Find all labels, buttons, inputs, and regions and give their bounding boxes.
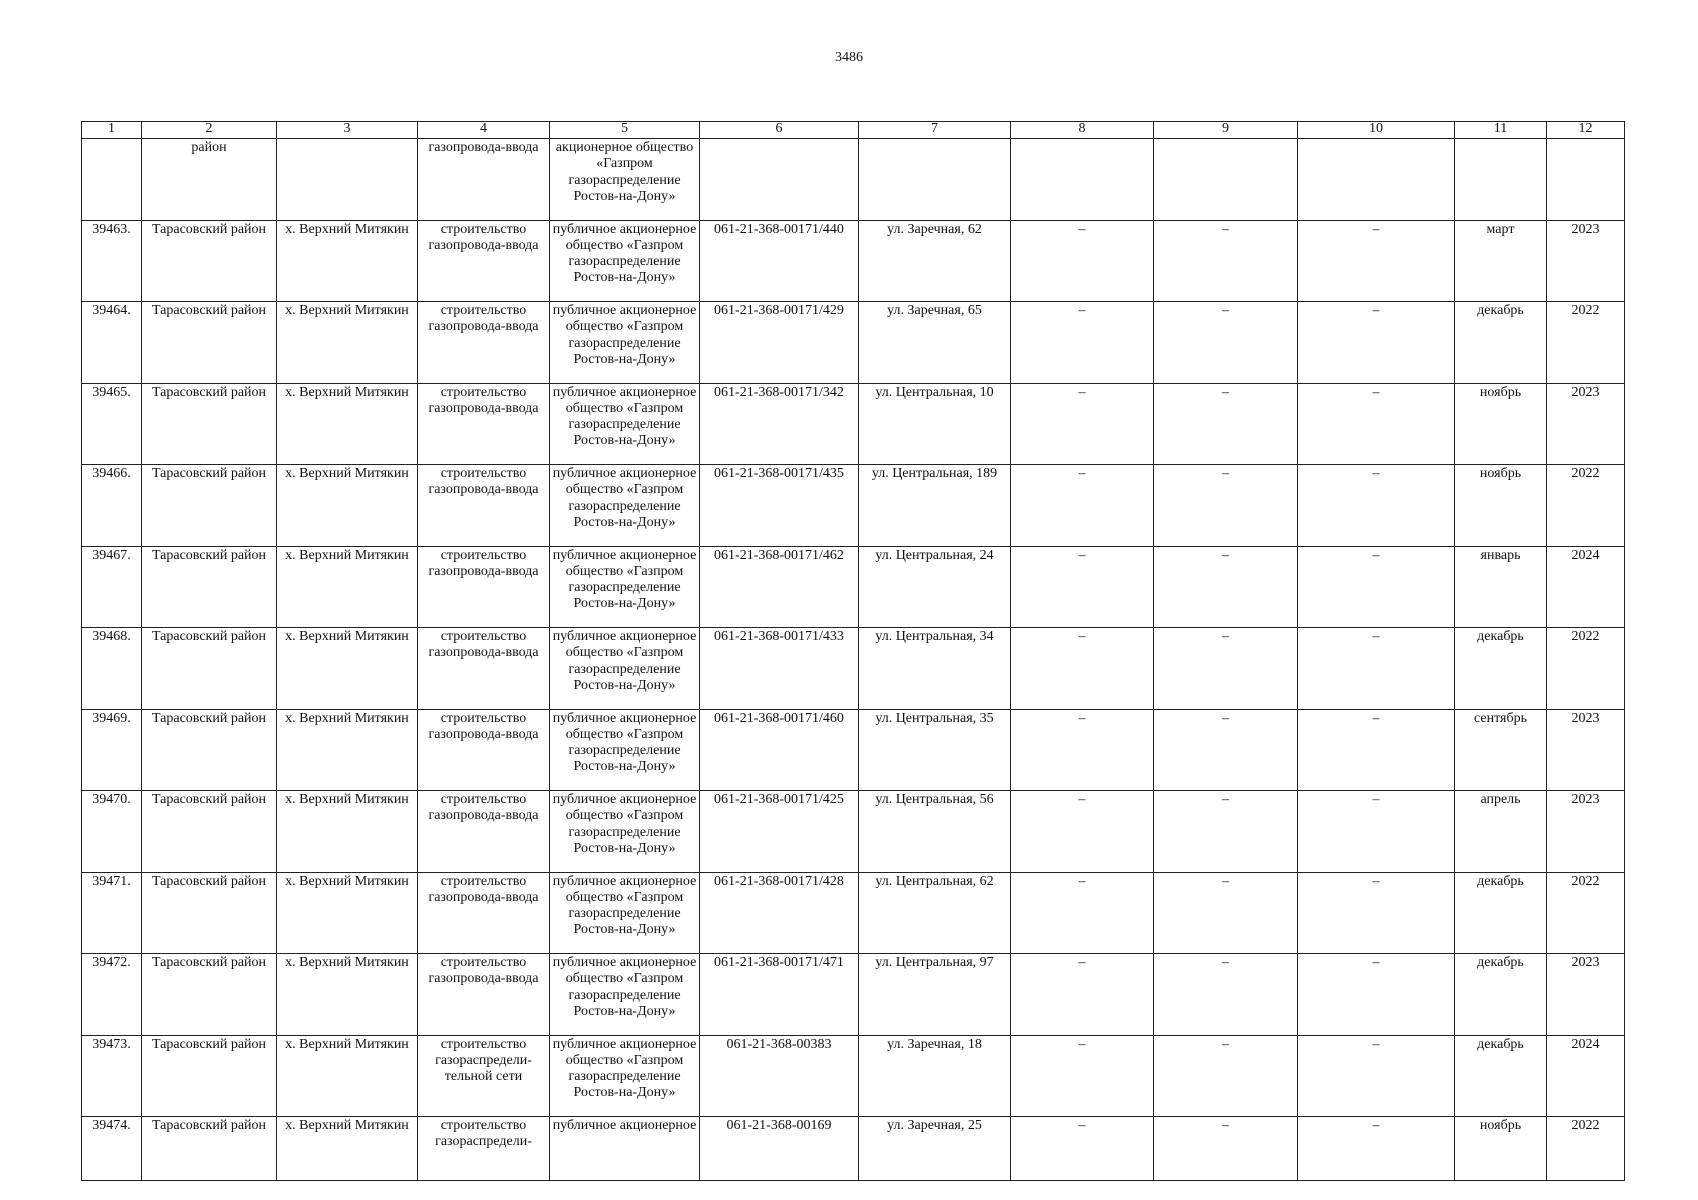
project-code-cell: 061-21-368-00383 xyxy=(700,1035,859,1117)
column-8-cell: – xyxy=(1011,954,1154,1036)
year-cell: 2022 xyxy=(1547,628,1625,710)
month-cell: ноябрь xyxy=(1455,1117,1547,1181)
row-number-cell: 39465. xyxy=(82,383,142,465)
row-number-cell: 39474. xyxy=(82,1117,142,1181)
column-10-cell: – xyxy=(1298,791,1455,873)
column-10-cell: – xyxy=(1298,709,1455,791)
column-8-cell: – xyxy=(1011,465,1154,547)
project-code-cell: 061-21-368-00171/433 xyxy=(700,628,859,710)
month-cell: ноябрь xyxy=(1455,465,1547,547)
column-10-cell: – xyxy=(1298,383,1455,465)
address-cell: ул. Центральная, 62 xyxy=(859,872,1011,954)
table-row xyxy=(82,139,1625,221)
organization-cell: публичное акционерное xyxy=(550,1117,700,1181)
row-number-cell: 39473. xyxy=(82,1035,142,1117)
column-8-cell: – xyxy=(1011,546,1154,628)
month-cell: апрель xyxy=(1455,791,1547,873)
table-row xyxy=(82,1117,1625,1181)
address-cell: ул. Центральная, 24 xyxy=(859,546,1011,628)
column-header: 4 xyxy=(418,122,550,139)
column-10-cell: – xyxy=(1298,220,1455,302)
settlement-cell: х. Верхний Митякин xyxy=(277,1035,418,1117)
table-row xyxy=(82,628,1625,710)
address-cell: ул. Центральная, 10 xyxy=(859,383,1011,465)
column-8-cell: – xyxy=(1011,628,1154,710)
column-9-cell: – xyxy=(1154,954,1298,1036)
district-cell: Тарасовский район xyxy=(142,1035,277,1117)
column-10-cell: – xyxy=(1298,872,1455,954)
page-number: 3486 xyxy=(835,50,863,65)
column-header: 5 xyxy=(550,122,700,139)
project-code-cell: 061-21-368-00171/440 xyxy=(700,220,859,302)
year-cell: 2023 xyxy=(1547,383,1625,465)
organization-cell: публичное акционерное общество «Газпром газораспределение Ростов-на-Дону» xyxy=(550,791,700,873)
column-header: 11 xyxy=(1455,122,1547,139)
column-header: 12 xyxy=(1547,122,1625,139)
column-header: 1 xyxy=(82,122,142,139)
table-row xyxy=(82,220,1625,302)
work-type-cell: строительство газопровода-ввода xyxy=(418,709,550,791)
district-cell: Тарасовский район xyxy=(142,954,277,1036)
column-9-cell: – xyxy=(1154,791,1298,873)
settlement-cell: х. Верхний Митякин xyxy=(277,709,418,791)
row-number-cell: 39469. xyxy=(82,709,142,791)
settlement-cell: х. Верхний Митякин xyxy=(277,954,418,1036)
row-number-cell: 39466. xyxy=(82,465,142,547)
work-type-cell: газопровода-ввода xyxy=(418,139,550,221)
column-8-cell: – xyxy=(1011,791,1154,873)
district-cell: Тарасовский район xyxy=(142,383,277,465)
organization-cell: публичное акционерное общество «Газпром газораспределение Ростов-на-Дону» xyxy=(550,628,700,710)
row-number-cell: 39472. xyxy=(82,954,142,1036)
project-code-cell: 061-21-368-00171/342 xyxy=(700,383,859,465)
district-cell: Тарасовский район xyxy=(142,465,277,547)
column-8-cell xyxy=(1011,139,1154,221)
work-type-cell: строительство газопровода-ввода xyxy=(418,791,550,873)
settlement-cell xyxy=(277,139,418,221)
district-cell: Тарасовский район xyxy=(142,872,277,954)
district-cell: Тарасовский район xyxy=(142,302,277,384)
month-cell: ноябрь xyxy=(1455,383,1547,465)
year-cell: 2023 xyxy=(1547,954,1625,1036)
work-type-cell: строительство газопровода-ввода xyxy=(418,302,550,384)
column-header: 7 xyxy=(859,122,1011,139)
column-9-cell: – xyxy=(1154,1117,1298,1181)
column-10-cell: – xyxy=(1298,302,1455,384)
work-type-cell: строительство газопровода-ввода xyxy=(418,546,550,628)
year-cell: 2022 xyxy=(1547,465,1625,547)
registry-table xyxy=(81,121,1625,1181)
column-10-cell xyxy=(1298,139,1455,221)
row-number-cell: 39470. xyxy=(82,791,142,873)
month-cell: март xyxy=(1455,220,1547,302)
work-type-cell: строительство газораспредели-тельной сети xyxy=(418,1035,550,1117)
column-8-cell: – xyxy=(1011,220,1154,302)
address-cell: ул. Центральная, 35 xyxy=(859,709,1011,791)
table-row xyxy=(82,791,1625,873)
organization-cell: акционерное общество «Газпром газораспределение Ростов-на-Дону» xyxy=(550,139,700,221)
project-code-cell: 061-21-368-00171/435 xyxy=(700,465,859,547)
row-number-cell: 39464. xyxy=(82,302,142,384)
column-9-cell: – xyxy=(1154,220,1298,302)
table-row xyxy=(82,709,1625,791)
address-cell: ул. Центральная, 97 xyxy=(859,954,1011,1036)
column-header: 8 xyxy=(1011,122,1154,139)
month-cell: декабрь xyxy=(1455,628,1547,710)
district-cell: Тарасовский район xyxy=(142,709,277,791)
column-8-cell: – xyxy=(1011,302,1154,384)
column-10-cell: – xyxy=(1298,628,1455,710)
column-10-cell: – xyxy=(1298,546,1455,628)
year-cell: 2023 xyxy=(1547,791,1625,873)
organization-cell: публичное акционерное общество «Газпром газораспределение Ростов-на-Дону» xyxy=(550,709,700,791)
project-code-cell: 061-21-368-00171/429 xyxy=(700,302,859,384)
district-cell: район xyxy=(142,139,277,221)
row-number-cell xyxy=(82,139,142,221)
year-cell xyxy=(1547,139,1625,221)
month-cell: декабрь xyxy=(1455,1035,1547,1117)
address-cell: ул. Центральная, 56 xyxy=(859,791,1011,873)
table-row xyxy=(82,383,1625,465)
organization-cell: публичное акционерное общество «Газпром газораспределение Ростов-на-Дону» xyxy=(550,1035,700,1117)
work-type-cell: строительство газопровода-ввода xyxy=(418,954,550,1036)
district-cell: Тарасовский район xyxy=(142,546,277,628)
column-10-cell: – xyxy=(1298,465,1455,547)
column-8-cell: – xyxy=(1011,1117,1154,1181)
year-cell: 2022 xyxy=(1547,302,1625,384)
work-type-cell: строительство газопровода-ввода xyxy=(418,465,550,547)
column-9-cell: – xyxy=(1154,383,1298,465)
address-cell: ул. Заречная, 18 xyxy=(859,1035,1011,1117)
address-cell: ул. Центральная, 34 xyxy=(859,628,1011,710)
organization-cell: публичное акционерное общество «Газпром газораспределение Ростов-на-Дону» xyxy=(550,465,700,547)
column-9-cell: – xyxy=(1154,465,1298,547)
project-code-cell xyxy=(700,139,859,221)
column-9-cell: – xyxy=(1154,628,1298,710)
settlement-cell: х. Верхний Митякин xyxy=(277,872,418,954)
project-code-cell: 061-21-368-00171/460 xyxy=(700,709,859,791)
column-number-header xyxy=(82,122,1625,139)
month-cell: декабрь xyxy=(1455,954,1547,1036)
settlement-cell: х. Верхний Митякин xyxy=(277,465,418,547)
settlement-cell: х. Верхний Митякин xyxy=(277,383,418,465)
row-number-cell: 39463. xyxy=(82,220,142,302)
month-cell: декабрь xyxy=(1455,872,1547,954)
organization-cell: публичное акционерное общество «Газпром газораспределение Ростов-на-Дону» xyxy=(550,383,700,465)
column-9-cell: – xyxy=(1154,546,1298,628)
work-type-cell: строительство газопровода-ввода xyxy=(418,628,550,710)
year-cell: 2024 xyxy=(1547,1035,1625,1117)
address-cell: ул. Центральная, 189 xyxy=(859,465,1011,547)
work-type-cell: строительство газопровода-ввода xyxy=(418,220,550,302)
column-10-cell: – xyxy=(1298,1035,1455,1117)
organization-cell: публичное акционерное общество «Газпром газораспределение Ростов-на-Дону» xyxy=(550,302,700,384)
table-row xyxy=(82,302,1625,384)
year-cell: 2023 xyxy=(1547,709,1625,791)
table-body xyxy=(82,139,1625,1181)
month-cell: январь xyxy=(1455,546,1547,628)
settlement-cell: х. Верхний Митякин xyxy=(277,628,418,710)
column-9-cell xyxy=(1154,139,1298,221)
project-code-cell: 061-21-368-00171/425 xyxy=(700,791,859,873)
column-10-cell: – xyxy=(1298,1117,1455,1181)
organization-cell: публичное акционерное общество «Газпром газораспределение Ростов-на-Дону» xyxy=(550,872,700,954)
district-cell: Тарасовский район xyxy=(142,791,277,873)
project-code-cell: 061-21-368-00171/428 xyxy=(700,872,859,954)
organization-cell: публичное акционерное общество «Газпром газораспределение Ростов-на-Дону» xyxy=(550,546,700,628)
project-code-cell: 061-21-368-00171/462 xyxy=(700,546,859,628)
column-header: 10 xyxy=(1298,122,1455,139)
year-cell: 2024 xyxy=(1547,546,1625,628)
column-header: 6 xyxy=(700,122,859,139)
work-type-cell: строительство газораспредели- xyxy=(418,1117,550,1181)
settlement-cell: х. Верхний Митякин xyxy=(277,220,418,302)
column-header: 2 xyxy=(142,122,277,139)
column-8-cell: – xyxy=(1011,872,1154,954)
address-cell xyxy=(859,139,1011,221)
row-number-cell: 39471. xyxy=(82,872,142,954)
table-row xyxy=(82,872,1625,954)
column-9-cell: – xyxy=(1154,872,1298,954)
district-cell: Тарасовский район xyxy=(142,628,277,710)
column-header: 9 xyxy=(1154,122,1298,139)
month-cell xyxy=(1455,139,1547,221)
work-type-cell: строительство газопровода-ввода xyxy=(418,383,550,465)
address-cell: ул. Заречная, 25 xyxy=(859,1117,1011,1181)
project-code-cell: 061-21-368-00171/471 xyxy=(700,954,859,1036)
settlement-cell: х. Верхний Митякин xyxy=(277,546,418,628)
column-10-cell: – xyxy=(1298,954,1455,1036)
work-type-cell: строительство газопровода-ввода xyxy=(418,872,550,954)
column-header: 3 xyxy=(277,122,418,139)
row-number-cell: 39468. xyxy=(82,628,142,710)
settlement-cell: х. Верхний Митякин xyxy=(277,1117,418,1181)
column-9-cell: – xyxy=(1154,709,1298,791)
year-cell: 2023 xyxy=(1547,220,1625,302)
address-cell: ул. Заречная, 65 xyxy=(859,302,1011,384)
column-8-cell: – xyxy=(1011,1035,1154,1117)
column-9-cell: – xyxy=(1154,302,1298,384)
row-number-cell: 39467. xyxy=(82,546,142,628)
settlement-cell: х. Верхний Митякин xyxy=(277,302,418,384)
table-row xyxy=(82,954,1625,1036)
table-row xyxy=(82,465,1625,547)
month-cell: декабрь xyxy=(1455,302,1547,384)
district-cell: Тарасовский район xyxy=(142,1117,277,1181)
table-row xyxy=(82,1035,1625,1117)
column-8-cell: – xyxy=(1011,383,1154,465)
year-cell: 2022 xyxy=(1547,872,1625,954)
table-row xyxy=(82,546,1625,628)
organization-cell: публичное акционерное общество «Газпром газораспределение Ростов-на-Дону» xyxy=(550,220,700,302)
organization-cell: публичное акционерное общество «Газпром газораспределение Ростов-на-Дону» xyxy=(550,954,700,1036)
address-cell: ул. Заречная, 62 xyxy=(859,220,1011,302)
month-cell: сентябрь xyxy=(1455,709,1547,791)
district-cell: Тарасовский район xyxy=(142,220,277,302)
column-9-cell: – xyxy=(1154,1035,1298,1117)
year-cell: 2022 xyxy=(1547,1117,1625,1181)
project-code-cell: 061-21-368-00169 xyxy=(700,1117,859,1181)
settlement-cell: х. Верхний Митякин xyxy=(277,791,418,873)
column-8-cell: – xyxy=(1011,709,1154,791)
